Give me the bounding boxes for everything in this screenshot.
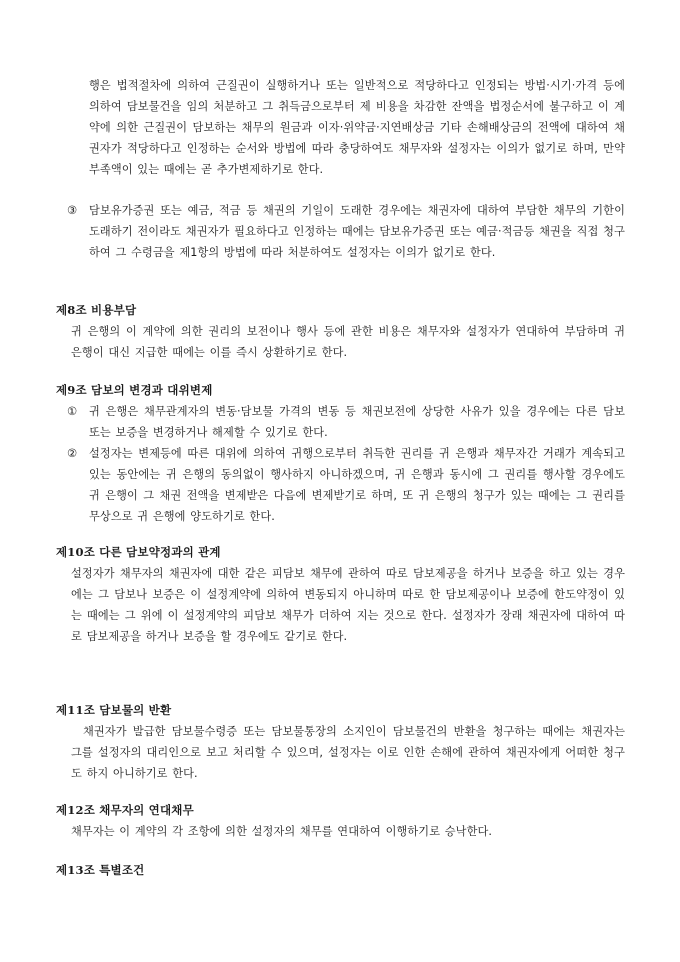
article9-item1 [67,401,625,443]
article8-text: 귀 은행의 이 계약에 의한 권리의 보전이나 행사 등에 관한 비용은 채무자와 설정자가 연대하여 부담하며 귀 은행이 대신 지급한 때에는 이를 즉시 상환하기로 한다. [71,325,625,359]
article13-title: 제13조 특별조건 [56,863,145,877]
item-marker: ① [67,405,78,418]
article9-item2-text: 설정자는 변제등에 따른 대위에 의하여 귀행으로부터 취득한 권리를 귀 은행과 채무자간 거래가 계속되고 있는 동안에는 귀 은행의 동의없이 행사하지 아니하겠으며, 귀 은행과 동시에 그 권리를 행사할 경우에도 귀 은행이 그 채권 전액을 변제받은 다음에 변제받기로 하며, 또 귀 은행의 청구가 있는 때에는 그 권리를 무상으로 귀 은행에 양도하기로 한다. [89,447,625,523]
item-marker: ③ [67,204,78,217]
article9-item2 [67,443,625,527]
article12-text: 채무자는 이 계약의 각 조항에 의한 설정자의 채무를 연대하여 이행하기로 승낙한다. [71,825,493,838]
article7-item3-text: 담보유가증권 또는 예금, 적금 등 채권의 기일이 도래한 경우에는 채권자에 대하여 부담한 채무의 기한이 도래하기 전이라도 채권자가 필요하다고 인정하는 때에는 담보유가증권 또는 예금·적금등 채권을 직접 청구하여 그 수령금을 제1항의 방법에 따라 처분하여도 설정자는 이의가 없기로 한다. [89,204,625,259]
article8-title: 제8조 비용부담 [56,303,137,317]
article11-text: 채권자가 발급한 담보물수령증 또는 담보물통장의 소지인이 담보물건의 반환을 청구하는 때에는 채권자는 그를 설정자의 대리인으로 보고 처리할 수 있으며, 설정자는 이로 인한 손해에 관하여 채권자에게 어떠한 청구도 하지 아니하기로 한다. [71,725,625,780]
article9-title: 제9조 담보의 변경과 대위변제 [56,383,213,397]
article7-item3 [67,200,625,263]
item-marker: ② [67,447,78,460]
article12-title: 제12조 채무자의 연대채무 [56,803,194,817]
article7-continuation-text: 행은 법적절차에 의하여 근질권이 실행하거나 또는 일반적으로 적당하다고 인정되는 방법·시기·가격 등에 의하여 담보물건을 임의 처분하고 그 취득금으로부터 제 비용을 차감한 잔액을 법정순서에 불구하고 이 계약에 의한 근질권이 담보하는 채무의 원금과 이자·위약금·지연배상금 기타 손해배상금의 전액에 대하여 채권자가 적당하다고 인정하는 순서와 방법에 따라 충당하여도 채무자와 설정자는 이의가 없기로 하며, 만약 부족액이 있는 때에는 곧 추가변제하기로 한다. [89,79,625,176]
article10-title: 제10조 다른 담보약정과의 관계 [56,545,221,559]
article9-item1-text: 귀 은행은 채무관계자의 변동·담보물 가격의 변동 등 채권보전에 상당한 사유가 있을 경우에는 다른 담보 또는 보증을 변경하거나 해제할 수 있기로 한다. [89,405,625,439]
article11-title: 제11조 담보물의 반환 [56,703,172,717]
article10-text: 설정자가 채무자의 채권자에 대한 같은 피담보 채무에 관하여 따로 담보제공을 하거나 보증을 하고 있는 경우에는 그 담보나 보증은 이 설정계약에 의하여 변동되지 아니하며 따로 한 담보제공이나 보증에 한도약정이 있는 때에는 그 위에 이 설정계약의 피담보 채무가 더하여 지는 것으로 한다. 설정자가 장래 채권자에 대하여 따로 담보제공을 하거나 보증을 할 경우에도 같기로 한다. [71,567,625,643]
